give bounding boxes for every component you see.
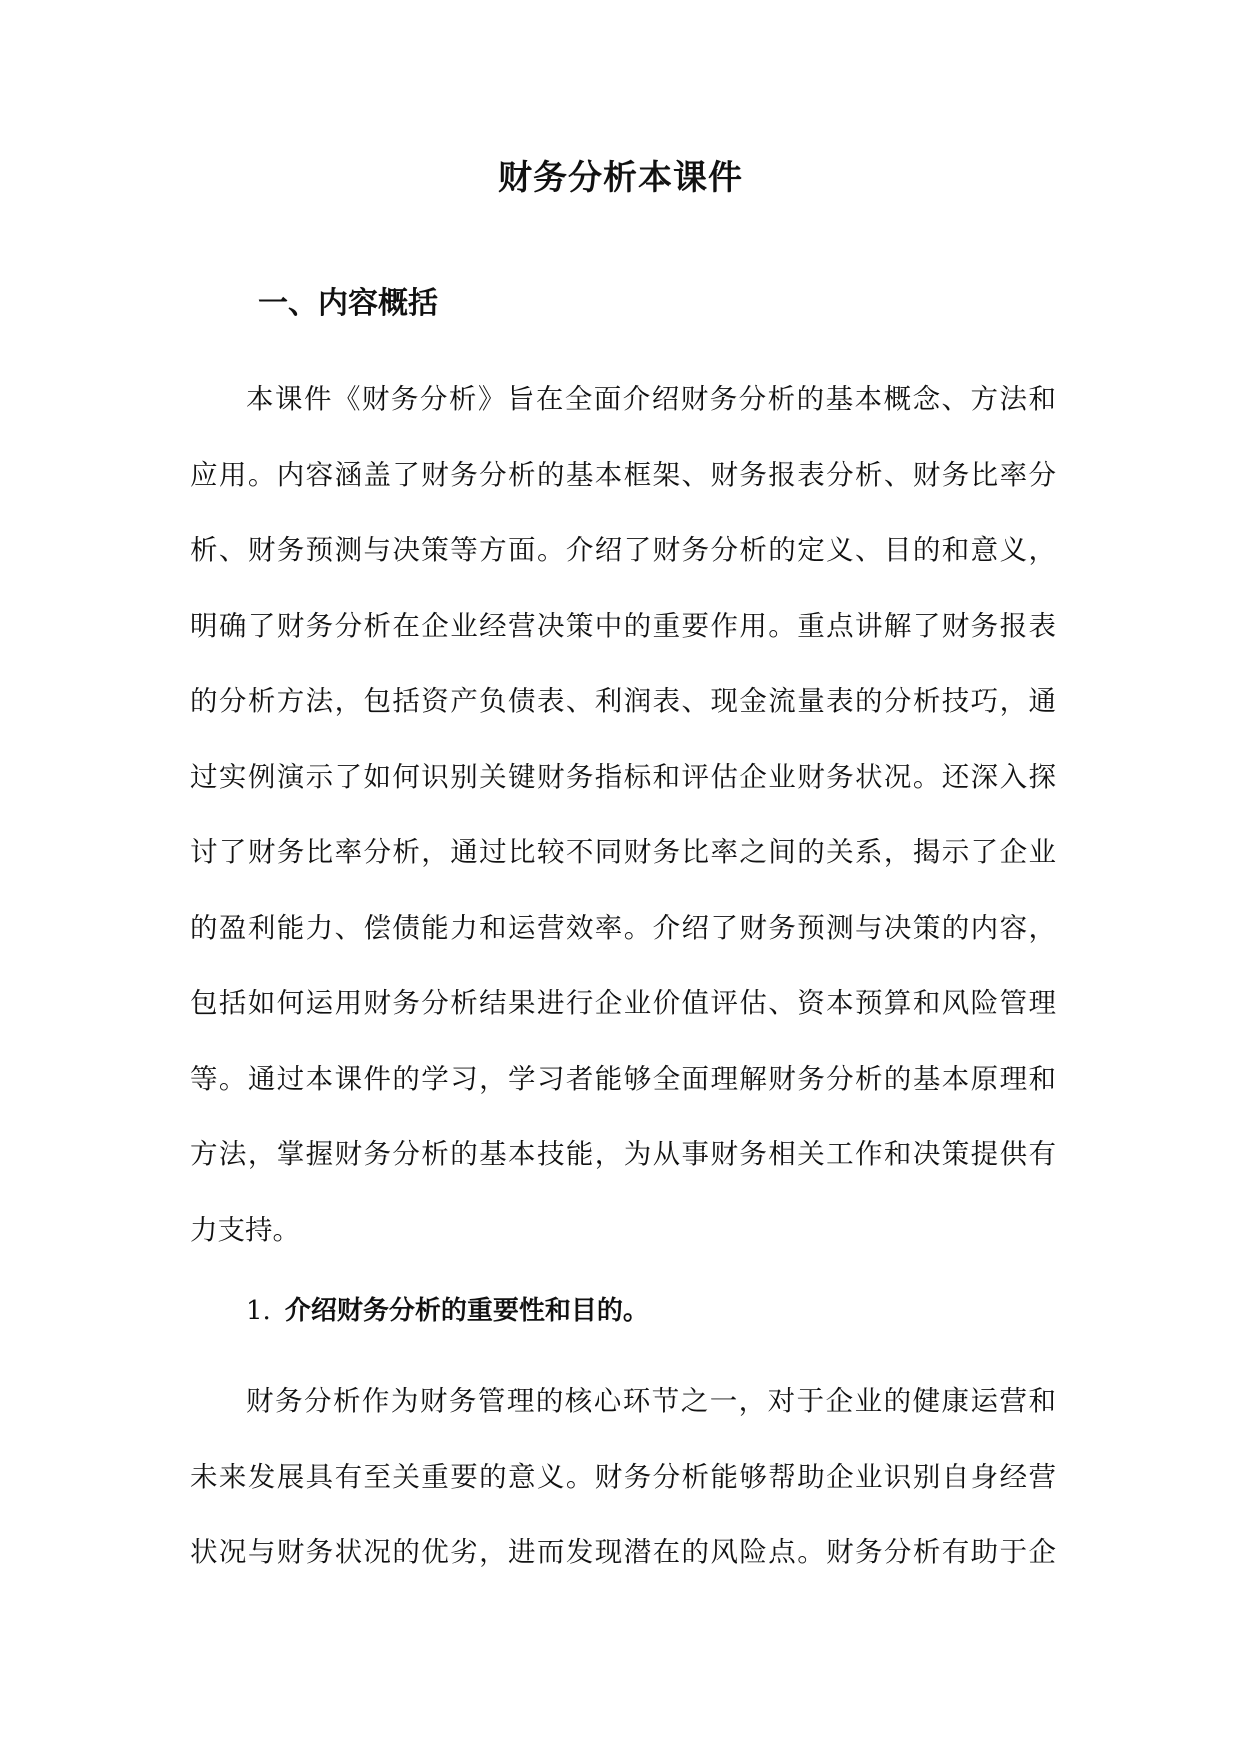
subsection-heading (246, 1287, 649, 1335)
paragraph-line: 明确了财务分析在企业经营决策中的重要作用。重点讲解了财务报表 (190, 609, 1056, 642)
paragraph-line: 财务分析作为财务管理的核心环节之一，对于企业的健康运营和 (246, 1385, 1056, 1417)
paragraph-line: 力支持。 (190, 1213, 300, 1246)
summary-paragraph (190, 362, 1056, 1268)
paragraph-line: 的分析方法，包括资产负债表、利润表、现金流量表的分析技巧，通 (190, 685, 1056, 717)
paragraph-line: 等。通过本课件的学习，学习者能够全面理解财务分析的基本原理和 (190, 1062, 1056, 1095)
paragraph-line: 析、财务预测与决策等方面。介绍了财务分析的定义、目的和意义， (190, 534, 1056, 566)
document-title: 财务分析本课件 (498, 158, 743, 198)
paragraph-line: 过实例演示了如何识别关键财务指标和评估企业财务状况。还深入探 (190, 760, 1056, 793)
subsection-title: 介绍财务分析的重要性和目的。 (284, 1296, 649, 1326)
paragraph-line: 包括如何运用财务分析结果进行企业价值评估、资本预算和风险管理 (190, 987, 1056, 1019)
subsection-number: 1. (246, 1296, 271, 1326)
section-heading-content-summary: 一、内容概括 (258, 286, 438, 321)
paragraph-line: 未来发展具有至关重要的意义。财务分析能够帮助企业识别自身经营 (190, 1460, 1056, 1493)
paragraph-line: 应用。内容涵盖了财务分析的基本框架、财务报表分析、财务比率分 (190, 458, 1056, 491)
importance-paragraph (190, 1364, 1056, 1591)
paragraph-line: 状况与财务状况的优劣，进而发现潜在的风险点。财务分析有助于企 (190, 1536, 1056, 1568)
paragraph-line: 本课件《财务分析》旨在全面介绍财务分析的基本概念、方法和 (246, 383, 1056, 415)
paragraph-line: 方法，掌握财务分析的基本技能，为从事财务相关工作和决策提供有 (190, 1138, 1056, 1170)
paragraph-line: 的盈利能力、偿债能力和运营效率。介绍了财务预测与决策的内容， (190, 911, 1056, 944)
paragraph-line: 讨了财务比率分析，通过比较不同财务比率之间的关系，揭示了企业 (190, 836, 1056, 868)
